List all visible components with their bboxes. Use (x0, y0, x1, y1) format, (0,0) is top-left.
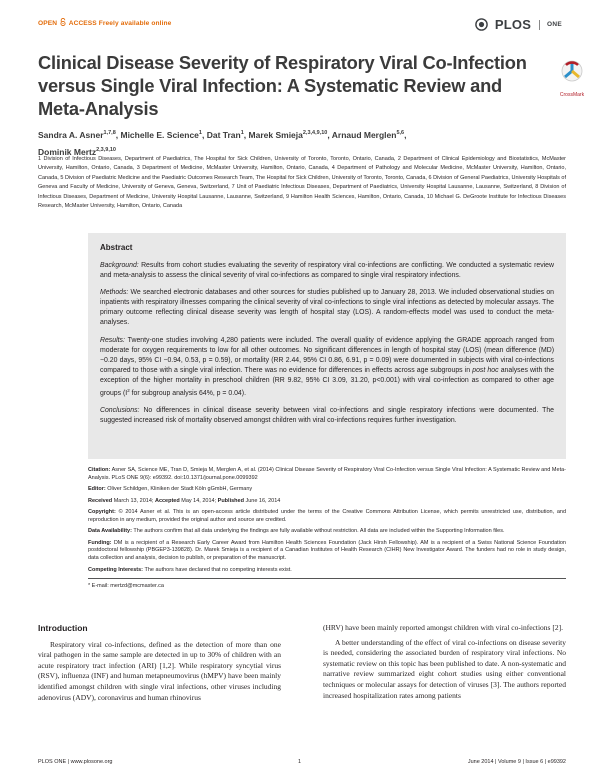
open-access-badge[interactable] (38, 18, 171, 27)
citation (88, 467, 566, 483)
crossmark-label: CrossMark (559, 92, 585, 98)
crossmark-icon (560, 60, 584, 86)
plos-one-logo[interactable] (475, 16, 562, 34)
results-post-hoc: post hoc (472, 366, 499, 374)
accepted-label: Accepted (154, 497, 180, 504)
results-text-end: for subgroup analysis 64%, p = 0.04). (131, 390, 246, 398)
plos-logo-icon (475, 18, 488, 31)
metadata-divider (88, 578, 566, 579)
abstract-conclusions (100, 406, 554, 426)
data-availability (88, 528, 566, 536)
corresponding-email[interactable]: * E-mail: mertzd@mcmaster.ca (88, 582, 164, 589)
author-name[interactable]: Michelle E. Science (120, 130, 199, 140)
received-date: March 13, 2014; (113, 497, 154, 504)
received-label: Received (88, 497, 113, 504)
abstract-box (88, 233, 566, 459)
open-access-lock-icon (60, 18, 66, 26)
competing-text: The authors have declared that no competing interests exist. (144, 566, 292, 573)
editor-text: Oliver Schildgen, Kliniken der Stadt Köln gGmbH, Germany (107, 486, 253, 493)
author-affiliation-marker: 1,7,8 (103, 130, 116, 136)
author-affiliation-marker: 1 (198, 130, 202, 136)
data-availability-label: Data Availability: (88, 528, 132, 535)
results-superscript: 2 (127, 388, 130, 394)
introduction-paragraph-continued: (HRV) have been mainly reported amongst children with viral co-infections [2]. (323, 623, 563, 632)
author-name[interactable]: Marek Smieja (248, 130, 303, 140)
access-label: ACCESS Freely available online (68, 20, 172, 27)
page-number: 1 (298, 759, 302, 765)
results-label: Results: (100, 336, 125, 344)
author-affiliation-marker: 1 (240, 130, 244, 136)
article-metadata (88, 467, 566, 594)
competing-interests (88, 567, 566, 575)
funding (88, 540, 566, 563)
open-label: OPEN (38, 20, 58, 27)
page-footer (38, 759, 566, 769)
published-date: June 16, 2014 (245, 497, 281, 504)
citation-label: Citation: (88, 467, 111, 473)
conclusions-label: Conclusions: (100, 407, 140, 415)
methods-text: We searched electronic databases and other sources for studies published up to January 28, 2013. We included observational studies on inpatients with respiratory illnesses comparing the clinical severity of viral co-infections to single viral infections as detected by molecular assays. The primary outcome reflecting clinical disease severity was length of hospital stay (LOS). A random-effects model was used to conduct the meta-analyses. (100, 289, 554, 327)
footer-issue-info: June 2014 | Volume 9 | Issue 6 | e99392 (467, 759, 566, 765)
dates (88, 498, 566, 506)
abstract-heading: Abstract (100, 243, 133, 252)
background-label: Background: (100, 262, 139, 269)
author-list: Sandra A. Asner$^{1,7,8}$, Michelle E. Science$^1$, Dat Tran$^1$, Marek Smieja$^{2,3,4,9,10}$, Arnaud Merglen$^{5,6}$, Dominik Mertz$^{2,3,9,10}$ (38, 130, 407, 157)
published-label: Published (217, 497, 244, 504)
results-text: Twenty-one studies involving 4,280 patients were included. The overall quality of evidence applying the GRADE approach ranged from moderate for oxygen requirements to low for all other outcomes. No significant differences in length of hospital stay (LOS) (mean difference (MD) −0.20 days, 95% CI −0.94, 0.53, p = 0.59), or mortality (RR 2.44, 95% CI 0.86, 6.91, p = 0.09) were documented in subjects with viral co-infections compared to those with a single viral infection. There was no evidence for differences in effects across age subgroups in (100, 336, 554, 374)
author-affiliation-marker: 5,6 (396, 130, 405, 136)
body-column-left (38, 623, 281, 703)
abstract-results (100, 336, 554, 400)
competing-label: Competing Interests: (88, 566, 144, 573)
editor-label: Editor: (88, 486, 106, 493)
author-name[interactable]: Dat Tran (206, 130, 241, 140)
abstract-methods (100, 288, 554, 328)
footer-journal-url[interactable]: PLOS ONE | www.plosone.org (38, 759, 113, 765)
background-text: Results from cohort studies evaluating the severity of respiratory viral co-infections are conflicting. We conducted a systematic review and meta-analysis to assess the clinical severity of viral co-infections as compared to single viral respiratory infections. (100, 262, 554, 280)
funding-label: Funding: (88, 539, 112, 546)
logo-divider (539, 20, 540, 30)
copyright-label: Copyright: (88, 508, 116, 515)
author-name[interactable]: Arnaud Merglen (331, 130, 397, 140)
affiliations: 1 Division of Infectious Diseases, Department of Paediatrics, The Hospital for Sick Children, University of Toronto, Toronto, Ontario, Canada, 2 Department of Clinical Epidemiology and Biostatistics, McMaster University, Hamilton, Ontario, Canada, 3 Department of Medicine, McMaster University, Hamilton, Ontario, Canada, 4 Department of Pathology and Molecular Medicine, McMaster University, Hamilton, Ontario, Canada, 5 Division of Paediatric Medicine and the Paediatric Outcomes Research Team, The Hospital for Sick Children, University of Toronto, Toronto, Canada, 6 Division of General Paediatrics, University Hospitals of Geneva and Faculty of Medicine, University of Geneva, Geneva, Switzerland, 7 Unit of Paediatric Infectious Diseases, Department of Paediatrics, University Hospital Lausanne, Lausanne, Switzerland, 8 Division of Infectious Diseases, Department of Medicine, University Hospital Lausanne, Lausanne, Switzerland, 9 Hamilton Health Sciences, Hamilton, Ontario, Canada, 10 Michael G. DeGroote Institute for Infectious Diseases Research, McMaster University, Hamilton, Ontario, Canada (38, 156, 566, 210)
journal-header (38, 16, 562, 34)
data-availability-text: The authors confirm that all data underlying the findings are fully available without restriction. All data are included within the Supporting Information files. (133, 528, 505, 535)
editor (88, 486, 566, 494)
copyright-text: © 2014 Asner et al. This is an open-access article distributed under the terms of the Creative Commons Attribution License, which permits unrestricted use, distribution, and reproduction in any medium, provided the original author and source are credited. (88, 508, 567, 523)
author-affiliation-marker: 2,3,4,9,10 (302, 130, 328, 136)
results-text-cont: analyses with the exception of the higher mortality in preschool children (RR 9.82, 95% CI 3.09, 31.20, p<0.001) with viral co-infection as compared to other age groups (I (100, 366, 555, 398)
introduction-heading: Introduction (38, 623, 88, 633)
funding-text: DM is a recipient of a Research Early Career Award from Hamilton Health Sciences Foundation (Jack Hirsh Fellowship). AM is a recipient of a Swiss National Science Foundation postdoctoral fellowship (PBGEP3-139828). Dr. Marek Smieja is a recipient of a Canadian Institutes of Health Research (CIHR) New Investigator Award. The funders had no role in study design, data collection and analysis, decision to publish, or preparation of the manuscript. (88, 539, 566, 562)
conclusions-text: No differences in clinical disease severity between viral co-infections and single respiratory infections were documented. The suggested increased risk of mortality observed amongst children with viral co-infections requires further investigation. (100, 407, 554, 425)
methods-label: Methods: (100, 289, 129, 297)
article-title: Clinical Disease Severity of Respiratory Viral Co-Infection versus Single Viral Infection: A Systematic Review and Meta-Analysis (38, 52, 527, 119)
crossmark-badge[interactable] (550, 60, 594, 98)
author-name[interactable]: Dominik Mertz (38, 146, 97, 157)
introduction-paragraph: A better understanding of the effect of viral co-infections on disease severity is needed, considering the associated burden of respiratory viral infections. No systematic review on this topic has been published to date. A non-systematic and narrative review summarized eight cohort studies using either conventional techniques or molecular assays for detection of viruses [3]. The authors reported increased hospitalization rates among patients (323, 637, 566, 700)
accepted-date: May 14, 2014; (181, 497, 217, 504)
author-affiliation-marker: 2,3,9,10 (96, 146, 116, 153)
author-name[interactable]: Sandra A. Asner (38, 130, 104, 140)
citation-text[interactable]: Asner SA, Science ME, Tran D, Smieja M, Merglen A, et al. (2014) Clinical Disease Severity of Respiratory Viral Co-Infection versus Single Viral Infection: A Systematic Review and Meta-Analysis. PLoS ONE 9(6): e99392. doi:10.1371/journal.pone.0099392 (88, 467, 566, 481)
copyright (88, 509, 566, 525)
introduction-paragraph: Respiratory viral co-infections, defined as the detection of more than one viral pathogen in the same sample are detected in up to 30% of children with an acute respiratory tract infection (ARI) [1,2]. While respiratory syncytial virus (RSV), influenza (INF) and human metapneumovirus (hMPV) have been mainly identified amongst children with single viral infections, other viruses including adenovirus (ADV), coronavirus and human rhinovirus (38, 639, 281, 702)
abstract-background (100, 261, 554, 281)
one-wordmark: ONE (547, 21, 562, 29)
body-column-right (323, 623, 566, 701)
plos-wordmark: PLOS (494, 17, 532, 33)
